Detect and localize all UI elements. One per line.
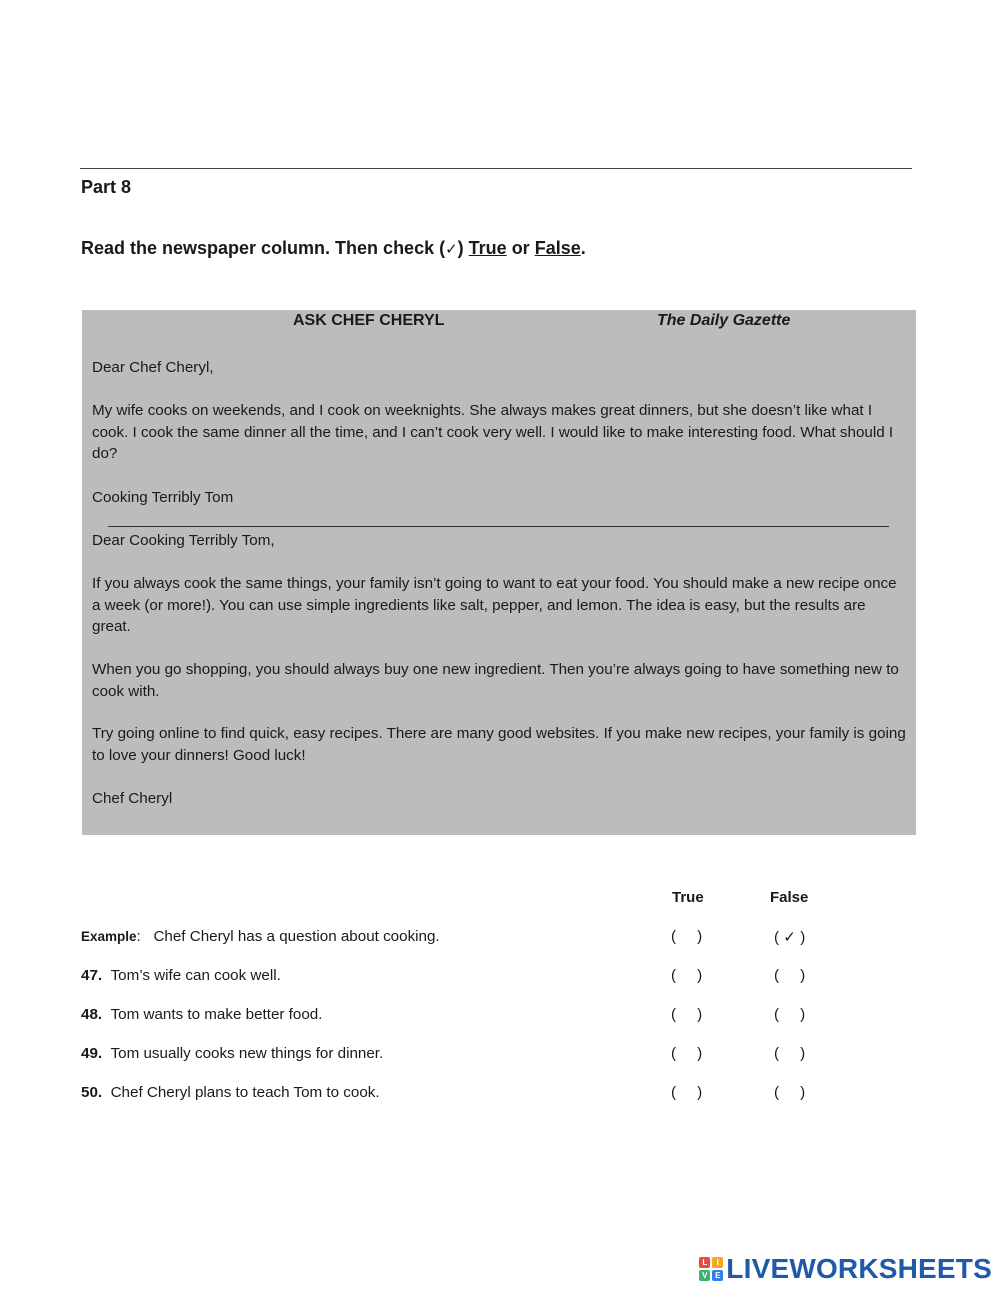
reply-paragraph-2: When you go shopping, you should always buy one new ingredient. Then you’re always going to have something new to cook with. (92, 661, 899, 700)
example-true-checkbox[interactable]: ( ) (671, 928, 703, 945)
reply-greeting: Dear Cooking Terribly Tom, (92, 532, 275, 549)
question-text: Tom wants to make better food. (110, 1006, 323, 1023)
check-icon: ✓ (445, 241, 458, 258)
question-row-48 (81, 1006, 841, 1028)
liveworksheets-logo-icon (699, 1257, 723, 1281)
true-checkbox-47[interactable]: ( ) (671, 967, 703, 984)
instruction (81, 238, 586, 259)
newspaper-name: The Daily Gazette (657, 312, 791, 329)
example-label: Example (81, 929, 137, 944)
question-number: 49. (81, 1045, 103, 1062)
logo-tile-i: I (712, 1257, 723, 1268)
question-text: Tom usually cooks new things for dinner. (110, 1045, 384, 1062)
example-text: Chef Cheryl has a question about cooking. (153, 928, 440, 945)
brand-name: LIVEWORKSHEETS (726, 1253, 992, 1284)
instruction-false-word: False (534, 238, 581, 258)
top-divider (80, 168, 912, 169)
part-title: Part 8 (81, 177, 132, 197)
question-row-50 (81, 1084, 841, 1106)
reply-signature: Chef Cheryl (92, 790, 173, 807)
true-checkbox-50[interactable]: ( ) (671, 1084, 703, 1101)
instruction-text-middle: ) (457, 238, 469, 258)
letter-greeting: Dear Chef Cheryl, (92, 359, 214, 376)
example-colon: : (136, 928, 141, 945)
question-number: 48. (81, 1006, 103, 1023)
question-number: 50. (81, 1084, 103, 1101)
true-checkbox-49[interactable]: ( ) (671, 1045, 703, 1062)
false-column-header: False (770, 889, 809, 906)
liveworksheets-brand[interactable] (699, 1252, 992, 1286)
letter-body: My wife cooks on weekends, and I cook on weeknights. She always makes great dinners, but she doesn’t like what I cook. I cook the same dinner all the time, and I can’t cook very well. I would like to make interesting food. What should I do? (92, 402, 894, 463)
instruction-text-end: . (580, 238, 586, 258)
logo-tile-l: L (699, 1257, 710, 1268)
question-text: Chef Cheryl plans to teach Tom to cook. (110, 1084, 380, 1101)
newspaper-column (82, 310, 916, 835)
column-title: ASK CHEF CHERYL (293, 312, 445, 329)
letter-signature: Cooking Terribly Tom (92, 489, 234, 506)
instruction-or-word: or (506, 238, 535, 258)
letter-divider (108, 526, 889, 527)
true-checkbox-48[interactable]: ( ) (671, 1006, 703, 1023)
logo-tile-e: E (712, 1270, 723, 1281)
logo-tile-v: V (699, 1270, 710, 1281)
question-row-47 (81, 967, 841, 989)
example-false-checkbox[interactable]: ( ✓ ) (774, 929, 806, 946)
false-checkbox-47[interactable]: ( ) (774, 967, 806, 984)
example-row (81, 928, 841, 950)
false-checkbox-49[interactable]: ( ) (774, 1045, 806, 1062)
instruction-true-word: True (468, 238, 507, 258)
false-checkbox-50[interactable]: ( ) (774, 1084, 806, 1101)
false-checkbox-48[interactable]: ( ) (774, 1006, 806, 1023)
reply-paragraph-1: If you always cook the same things, your family isn’t going to want to eat your food. You should make a new recipe once a week (or more!). You can use simple ingredients like salt, pepper, and lemon. The idea is easy, but the results are great. (92, 575, 897, 636)
question-text: Tom’s wife can cook well. (110, 967, 281, 984)
true-column-header: True (672, 889, 704, 906)
question-row-49 (81, 1045, 841, 1067)
question-number: 47. (81, 967, 103, 984)
reply-paragraph-3: Try going online to find quick, easy recipes. There are many good websites. If you make new recipes, your family is going to love your dinners! Good luck! (92, 725, 906, 764)
instruction-text-start: Read the newspaper column. Then check ( (81, 238, 446, 258)
